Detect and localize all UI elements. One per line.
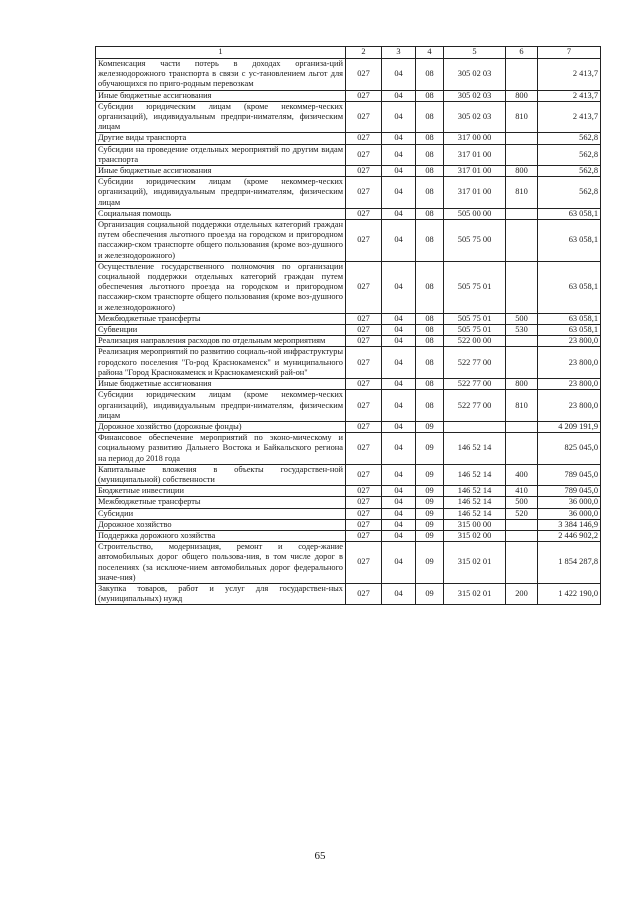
- row-target-article: 522 77 00: [444, 390, 506, 422]
- row-name: Субвенции: [96, 325, 346, 336]
- row-section: 04: [382, 144, 416, 165]
- row-section: 04: [382, 101, 416, 133]
- row-expense-type: 520: [506, 508, 538, 519]
- row-name: Реализация направления расходов по отдельным мероприятиям: [96, 336, 346, 347]
- row-section: 04: [382, 347, 416, 379]
- row-name: Субсидии юридическим лицам (кроме некоммер-ческих организаций), индивидуальным предпри-нимателям, физическим лицам: [96, 177, 346, 209]
- row-amount: 63 058,1: [538, 261, 601, 313]
- row-section: 04: [382, 90, 416, 101]
- row-amount: 562,8: [538, 144, 601, 165]
- row-amount: 2 413,7: [538, 90, 601, 101]
- row-admin-code: 027: [346, 177, 382, 209]
- header-col-2: 2: [346, 47, 382, 59]
- row-target-article: 505 75 01: [444, 261, 506, 313]
- row-section: 04: [382, 421, 416, 432]
- row-target-article: 146 52 14: [444, 508, 506, 519]
- row-amount: 789 045,0: [538, 464, 601, 485]
- row-expense-type: 500: [506, 497, 538, 508]
- row-expense-type: 810: [506, 101, 538, 133]
- row-subsection: 08: [416, 261, 444, 313]
- row-section: 04: [382, 220, 416, 262]
- row-admin-code: 027: [346, 464, 382, 485]
- row-subsection: 09: [416, 519, 444, 530]
- table-row: [96, 59, 601, 91]
- row-expense-type: [506, 530, 538, 541]
- row-target-article: 305 02 03: [444, 90, 506, 101]
- row-section: 04: [382, 433, 416, 465]
- row-expense-type: [506, 336, 538, 347]
- row-admin-code: 027: [346, 133, 382, 144]
- row-target-article: 305 02 03: [444, 59, 506, 91]
- row-subsection: 09: [416, 508, 444, 519]
- table-row: [96, 101, 601, 133]
- row-expense-type: [506, 421, 538, 432]
- row-admin-code: 027: [346, 261, 382, 313]
- row-admin-code: 027: [346, 144, 382, 165]
- row-amount: 36 000,0: [538, 508, 601, 519]
- row-admin-code: 027: [346, 208, 382, 219]
- row-subsection: 09: [416, 464, 444, 485]
- row-admin-code: 027: [346, 421, 382, 432]
- row-name: Поддержка дорожного хозяйства: [96, 530, 346, 541]
- table-row: [96, 347, 601, 379]
- row-admin-code: 027: [346, 336, 382, 347]
- header-col-4: 4: [416, 47, 444, 59]
- row-name: Компенсация части потерь в доходах организа-ций железнодорожного транспорта в связи с ус-тановлением льгот для обучающихся по приго-родным перевозкам: [96, 59, 346, 91]
- row-name: Субсидии юридическим лицам (кроме некоммер-ческих организаций), индивидуальным предпри-нимателям, физическим лицам: [96, 390, 346, 422]
- row-name: Реализация мероприятий по развитию социаль-ной инфраструктуры городского поселения "Го-род Краснокаменск" и муниципального района "Город Краснокаменск и Краснокаменский рай-он": [96, 347, 346, 379]
- row-target-article: 146 52 14: [444, 433, 506, 465]
- row-name: Субсидии: [96, 508, 346, 519]
- document-page: [95, 46, 600, 605]
- row-section: 04: [382, 166, 416, 177]
- table-row: [96, 421, 601, 432]
- row-target-article: 505 00 00: [444, 208, 506, 219]
- row-section: 04: [382, 313, 416, 324]
- row-target-article: 522 77 00: [444, 347, 506, 379]
- row-section: 04: [382, 261, 416, 313]
- table-row: [96, 90, 601, 101]
- table-row: [96, 313, 601, 324]
- row-subsection: 08: [416, 336, 444, 347]
- table-row: [96, 261, 601, 313]
- row-name: Бюджетные инвестиции: [96, 486, 346, 497]
- row-expense-type: [506, 519, 538, 530]
- row-admin-code: 027: [346, 220, 382, 262]
- row-target-article: 522 00 00: [444, 336, 506, 347]
- row-section: 04: [382, 59, 416, 91]
- header-col-6: 6: [506, 47, 538, 59]
- table-row: [96, 508, 601, 519]
- row-amount: 3 384 146,9: [538, 519, 601, 530]
- row-subsection: 09: [416, 433, 444, 465]
- row-subsection: 08: [416, 390, 444, 422]
- row-admin-code: 027: [346, 59, 382, 91]
- row-amount: 4 209 191,9: [538, 421, 601, 432]
- row-expense-type: [506, 261, 538, 313]
- row-admin-code: 027: [346, 313, 382, 324]
- row-admin-code: 027: [346, 433, 382, 465]
- row-subsection: 08: [416, 101, 444, 133]
- row-admin-code: 027: [346, 497, 382, 508]
- row-name: Другие виды транспорта: [96, 133, 346, 144]
- table-row: [96, 497, 601, 508]
- row-admin-code: 027: [346, 486, 382, 497]
- row-expense-type: [506, 208, 538, 219]
- row-target-article: 522 77 00: [444, 379, 506, 390]
- row-section: 04: [382, 542, 416, 584]
- row-expense-type: 810: [506, 177, 538, 209]
- row-admin-code: 027: [346, 166, 382, 177]
- header-col-5: 5: [444, 47, 506, 59]
- row-target-article: 317 01 00: [444, 166, 506, 177]
- row-name: Финансовое обеспечение мероприятий по эконо-мическому и социальному развитию Дальнего Востока и Байкальского региона на период до 2018 года: [96, 433, 346, 465]
- row-section: 04: [382, 133, 416, 144]
- row-expense-type: 200: [506, 583, 538, 604]
- row-amount: 63 058,1: [538, 313, 601, 324]
- row-expense-type: [506, 433, 538, 465]
- row-admin-code: 027: [346, 530, 382, 541]
- row-section: 04: [382, 464, 416, 485]
- row-amount: 23 800,0: [538, 336, 601, 347]
- row-expense-type: 810: [506, 390, 538, 422]
- row-amount: 1 854 287,8: [538, 542, 601, 584]
- table-row: [96, 464, 601, 485]
- row-admin-code: 027: [346, 90, 382, 101]
- row-target-article: [444, 421, 506, 432]
- row-amount: 23 800,0: [538, 347, 601, 379]
- row-admin-code: 027: [346, 325, 382, 336]
- row-target-article: 317 01 00: [444, 144, 506, 165]
- row-amount: 2 413,7: [538, 101, 601, 133]
- row-admin-code: 027: [346, 101, 382, 133]
- table-row: [96, 177, 601, 209]
- row-amount: 562,8: [538, 133, 601, 144]
- table-row: [96, 519, 601, 530]
- row-admin-code: 027: [346, 347, 382, 379]
- table-row: [96, 390, 601, 422]
- row-name: Дорожное хозяйство (дорожные фонды): [96, 421, 346, 432]
- row-expense-type: [506, 133, 538, 144]
- row-name: Иные бюджетные ассигнования: [96, 90, 346, 101]
- table-row: [96, 486, 601, 497]
- row-subsection: 08: [416, 325, 444, 336]
- row-admin-code: 027: [346, 390, 382, 422]
- row-amount: 23 800,0: [538, 390, 601, 422]
- row-amount: 63 058,1: [538, 208, 601, 219]
- row-admin-code: 027: [346, 542, 382, 584]
- row-subsection: 09: [416, 421, 444, 432]
- row-name: Социальная помощь: [96, 208, 346, 219]
- table-header-row: [96, 47, 601, 59]
- row-subsection: 09: [416, 530, 444, 541]
- row-name: Субсидии на проведение отдельных мероприятий по другим видам транспорта: [96, 144, 346, 165]
- row-expense-type: 500: [506, 313, 538, 324]
- table-row: [96, 208, 601, 219]
- row-admin-code: 027: [346, 379, 382, 390]
- row-amount: 63 058,1: [538, 325, 601, 336]
- row-section: 04: [382, 519, 416, 530]
- row-subsection: 08: [416, 313, 444, 324]
- row-subsection: 09: [416, 497, 444, 508]
- row-target-article: 315 02 00: [444, 530, 506, 541]
- row-expense-type: [506, 542, 538, 584]
- row-target-article: 317 01 00: [444, 177, 506, 209]
- header-col-7: 7: [538, 47, 601, 59]
- row-subsection: 09: [416, 542, 444, 584]
- table-row: [96, 325, 601, 336]
- row-section: 04: [382, 208, 416, 219]
- row-target-article: 315 02 01: [444, 583, 506, 604]
- row-expense-type: 800: [506, 379, 538, 390]
- table-row: [96, 144, 601, 165]
- row-subsection: 08: [416, 347, 444, 379]
- row-expense-type: 800: [506, 166, 538, 177]
- row-section: 04: [382, 177, 416, 209]
- row-name: Капитальные вложения в объекты государствен-ной (муниципальной) собственности: [96, 464, 346, 485]
- row-name: Закупка товаров, работ и услуг для государствен-ных (муниципальных) нужд: [96, 583, 346, 604]
- row-section: 04: [382, 379, 416, 390]
- row-name: Субсидии юридическим лицам (кроме некоммер-ческих организаций), индивидуальным предпри-нимателям, физическим лицам: [96, 101, 346, 133]
- row-amount: 562,8: [538, 166, 601, 177]
- table-row: [96, 583, 601, 604]
- row-admin-code: 027: [346, 583, 382, 604]
- row-subsection: 08: [416, 208, 444, 219]
- row-section: 04: [382, 336, 416, 347]
- row-admin-code: 027: [346, 508, 382, 519]
- row-subsection: 08: [416, 379, 444, 390]
- row-amount: 23 800,0: [538, 379, 601, 390]
- row-name: Организация социальной поддержки отдельных категорий граждан путем обеспечения льготного проезда на городском и пригородном пассажир-ском транспорте общего пользования (кроме воз-душного и железнодорожного): [96, 220, 346, 262]
- row-target-article: 317 00 00: [444, 133, 506, 144]
- table-row: [96, 133, 601, 144]
- row-section: 04: [382, 508, 416, 519]
- row-subsection: 08: [416, 166, 444, 177]
- row-amount: 2 446 902,2: [538, 530, 601, 541]
- row-target-article: 305 02 03: [444, 101, 506, 133]
- row-target-article: 146 52 14: [444, 464, 506, 485]
- row-amount: 825 045,0: [538, 433, 601, 465]
- row-name: Иные бюджетные ассигнования: [96, 379, 346, 390]
- row-target-article: 505 75 01: [444, 325, 506, 336]
- row-subsection: 08: [416, 144, 444, 165]
- row-amount: 789 045,0: [538, 486, 601, 497]
- row-subsection: 09: [416, 583, 444, 604]
- row-expense-type: [506, 144, 538, 165]
- table-row: [96, 379, 601, 390]
- row-name: Осуществление государственного полномочия по организации социальной поддержки отдельных категорий граждан путем обеспечения льготного проезда на городском и пригородном пассажир-ском транспорте общего пользования (кроме воз-душного и железнодорожного): [96, 261, 346, 313]
- row-expense-type: 410: [506, 486, 538, 497]
- table-row: [96, 166, 601, 177]
- row-subsection: 09: [416, 486, 444, 497]
- row-section: 04: [382, 583, 416, 604]
- row-section: 04: [382, 530, 416, 541]
- row-expense-type: 800: [506, 90, 538, 101]
- table-row: [96, 530, 601, 541]
- row-amount: 2 413,7: [538, 59, 601, 91]
- row-target-article: 505 75 01: [444, 313, 506, 324]
- row-expense-type: [506, 220, 538, 262]
- table-row: [96, 220, 601, 262]
- row-amount: 1 422 190,0: [538, 583, 601, 604]
- row-expense-type: 530: [506, 325, 538, 336]
- row-name: Межбюджетные трансферты: [96, 313, 346, 324]
- row-amount: 562,8: [538, 177, 601, 209]
- row-target-article: 505 75 00: [444, 220, 506, 262]
- row-target-article: 146 52 14: [444, 497, 506, 508]
- row-target-article: 315 00 00: [444, 519, 506, 530]
- row-expense-type: [506, 59, 538, 91]
- table-row: [96, 433, 601, 465]
- row-subsection: 08: [416, 90, 444, 101]
- row-expense-type: 400: [506, 464, 538, 485]
- row-name: Межбюджетные трансферты: [96, 497, 346, 508]
- row-name: Дорожное хозяйство: [96, 519, 346, 530]
- header-col-3: 3: [382, 47, 416, 59]
- row-subsection: 08: [416, 133, 444, 144]
- header-col-1: 1: [96, 47, 346, 59]
- row-subsection: 08: [416, 59, 444, 91]
- row-name: Иные бюджетные ассигнования: [96, 166, 346, 177]
- row-name: Строительство, модернизация, ремонт и содер-жание автомобильных дорог общего пользова-ния, в том числе дорог в поселениях (за исключе-нием автомобильных дорог федерального значе-ния): [96, 542, 346, 584]
- row-subsection: 08: [416, 177, 444, 209]
- row-target-article: 315 02 01: [444, 542, 506, 584]
- row-target-article: 146 52 14: [444, 486, 506, 497]
- row-subsection: 08: [416, 220, 444, 262]
- table-row: [96, 542, 601, 584]
- table-row: [96, 336, 601, 347]
- row-section: 04: [382, 390, 416, 422]
- row-section: 04: [382, 486, 416, 497]
- row-admin-code: 027: [346, 519, 382, 530]
- row-amount: 63 058,1: [538, 220, 601, 262]
- row-amount: 36 000,0: [538, 497, 601, 508]
- row-section: 04: [382, 497, 416, 508]
- page-number: 65: [314, 850, 326, 862]
- row-expense-type: [506, 347, 538, 379]
- budget-table: [95, 46, 601, 605]
- row-section: 04: [382, 325, 416, 336]
